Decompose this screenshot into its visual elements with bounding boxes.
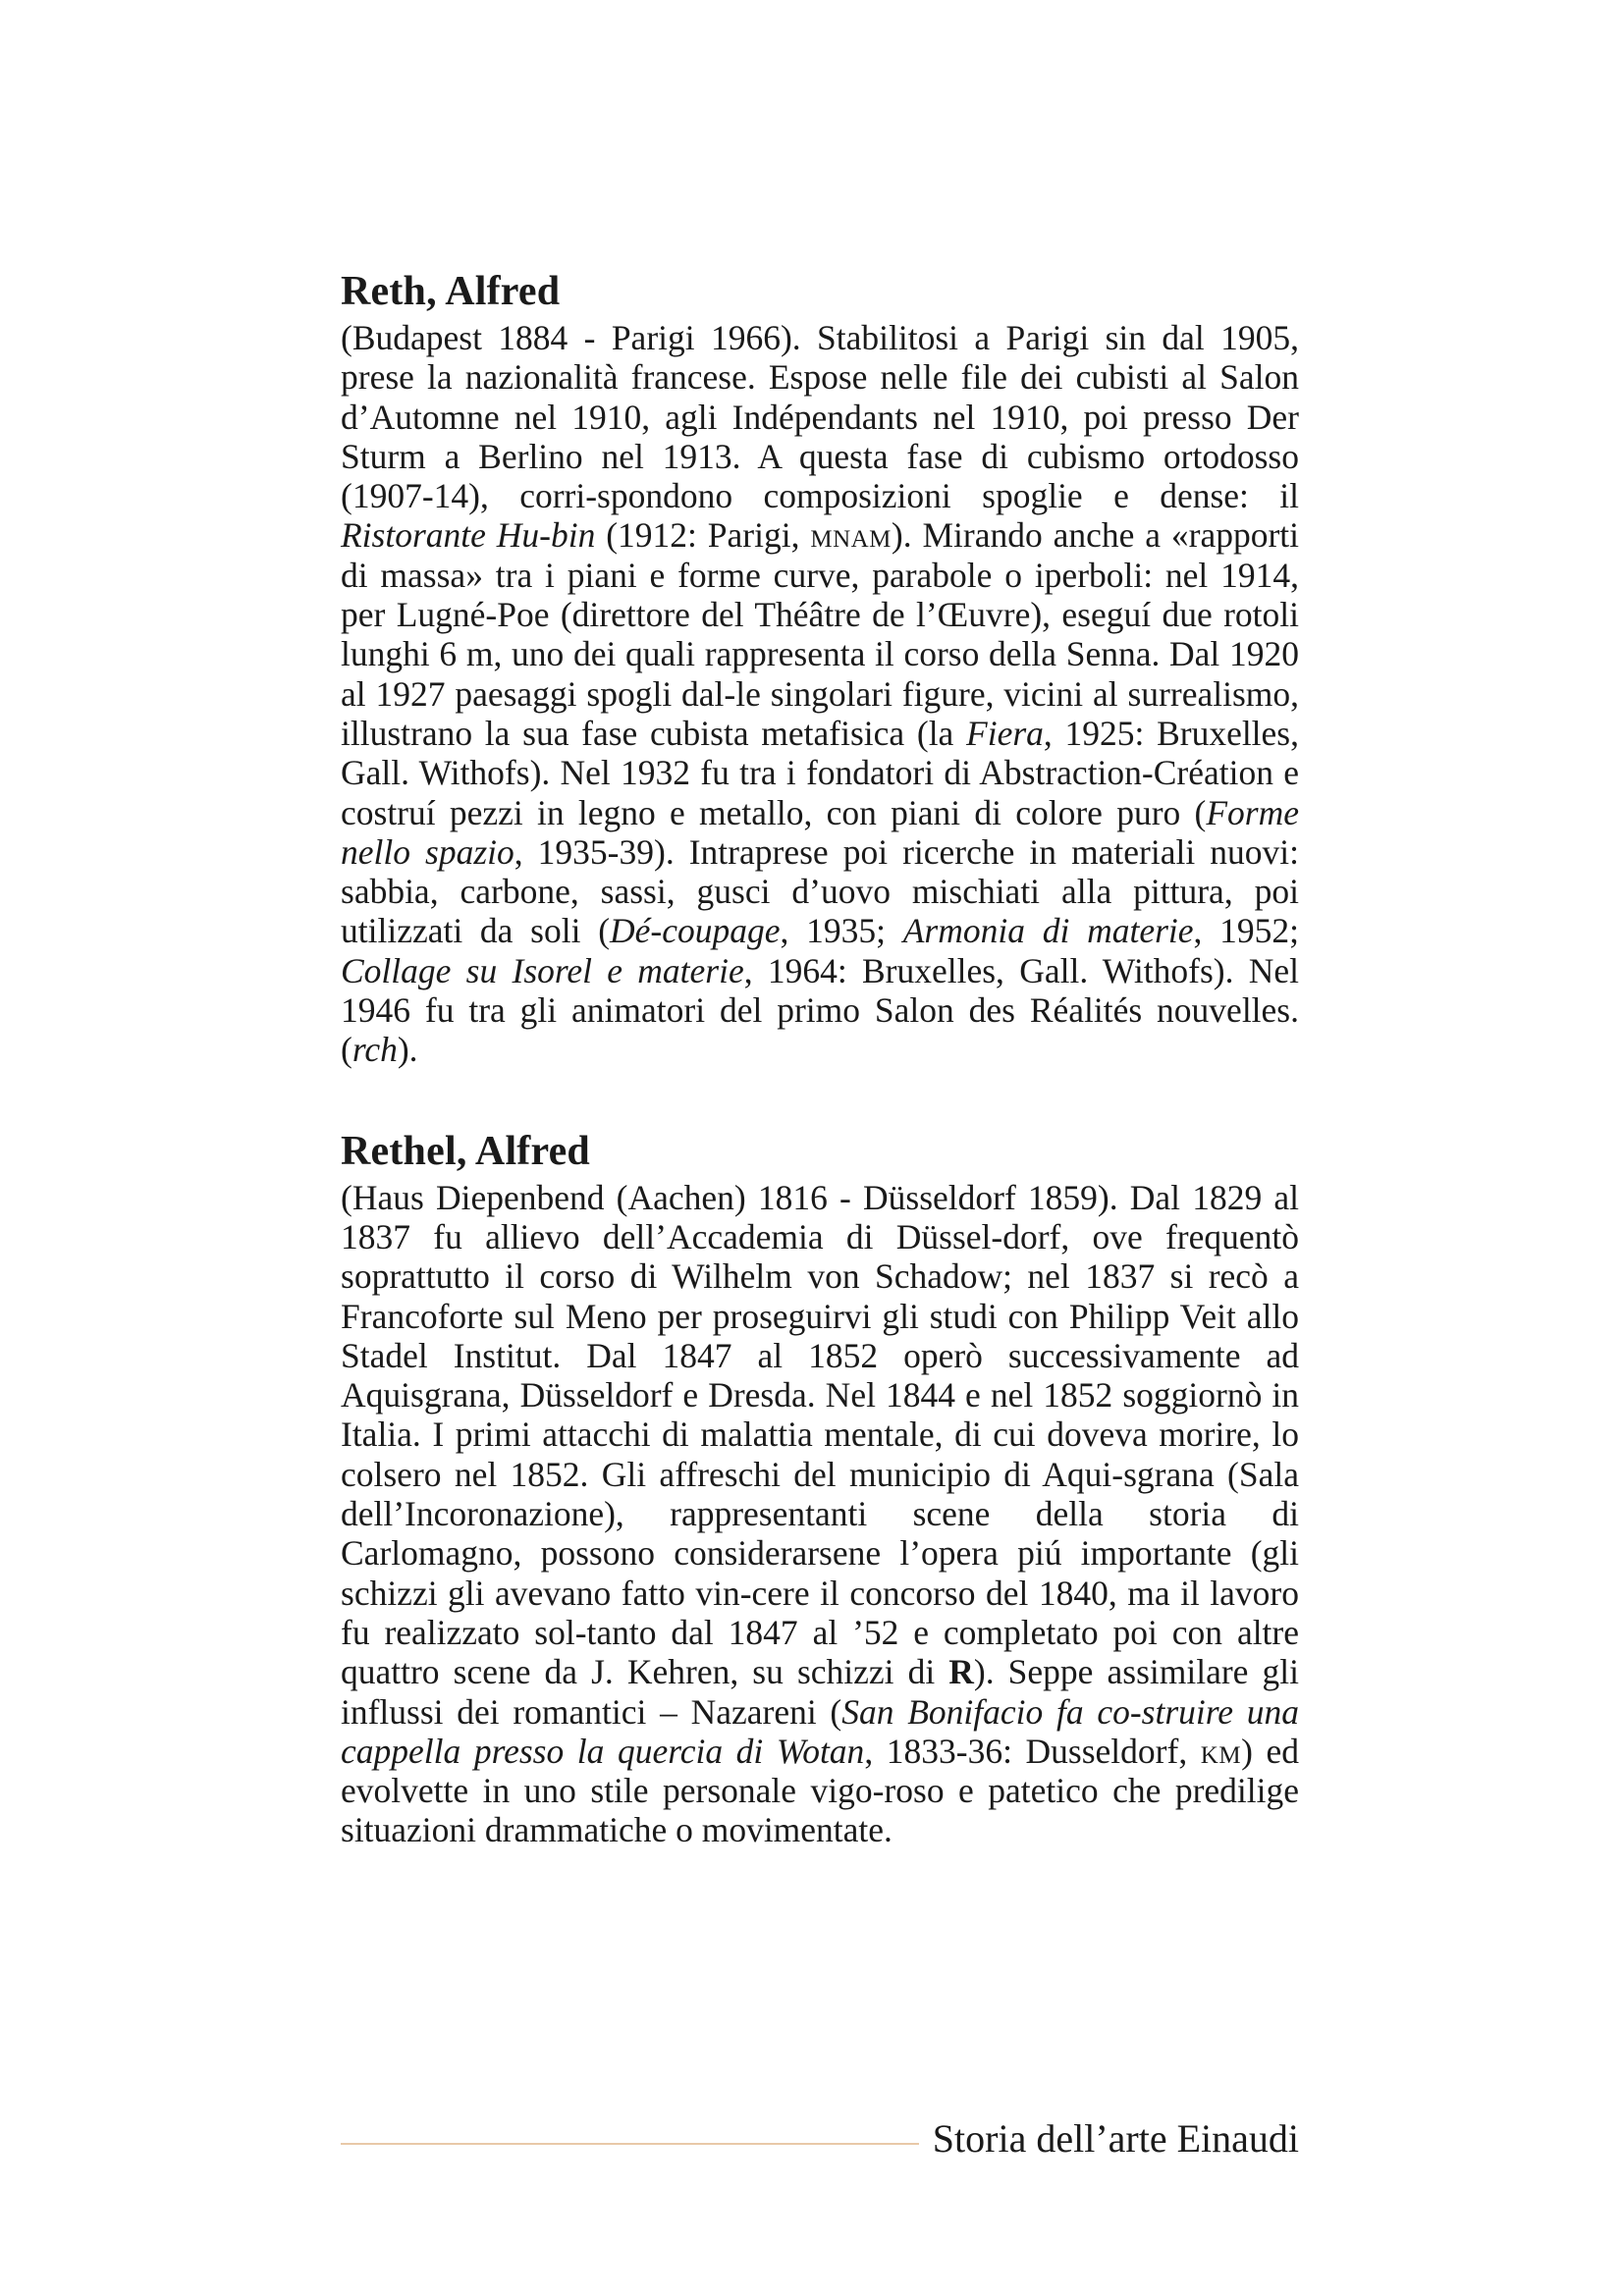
entry-title: Reth, Alfred xyxy=(341,269,561,314)
text-segment: , 1935; xyxy=(780,911,903,951)
text-segment: mnam xyxy=(810,515,892,556)
text-segment: , 1925: Bruxelles, Gall. Withofs). Nel 1932 fu tra i fondatori di Abstraction-Création e costruí pezzi in legno e metallo, con piani di colore puro ( xyxy=(341,713,1299,832)
text-segment: ). Seppe assimilare gli influssi dei romantici – Nazareni ( xyxy=(341,1652,1299,1732)
text-segment: ). Mirando anche a «rapporti di massa» tra i piani e forme curve, parabole o iperboli: nel 1914, per Lugné-Poe (direttore del Théâtre de l’Œuvre), eseguí due rotoli lunghi 6 m, uno dei quali rappresenta il corso della Senna. Dal 1920 al 1927 paesaggi spogli dal-le singolari figure, vicini al surrealismo, illustrano la sua fase cubista metafisica (la xyxy=(341,515,1300,753)
text-segment: Fiera xyxy=(966,713,1044,753)
text-segment: Armonia di materie xyxy=(902,911,1194,951)
entry-reth xyxy=(341,267,1299,1070)
text-segment: (Budapest 1884 - Parigi 1966). Stabilitosi a Parigi sin dal 1905, prese la nazionalità francese. Espose nelle file dei cubisti al Salon d’Automne nel 1910, agli Indépendants nel 1910, poi presso Der Sturm a Berlino nel 1913. A questa fase di cubismo ortodosso (1907-14), corri-spondono composizioni spoglie e dense: il xyxy=(341,318,1299,516)
text-segment: Forme nello spazio xyxy=(341,792,1299,872)
footer-rule xyxy=(341,2143,919,2145)
text-segment: ) ed evolvette in uno stile personale vigo-roso e patetico che predilige situazioni drammatiche o movimentate. xyxy=(341,1731,1299,1850)
text-segment: , 1833-36: Dusseldorf, xyxy=(864,1731,1201,1771)
text-segment: , 1964: Bruxelles, Gall. Withofs). Nel 1946 fu tra gli animatori del primo Salon des Réalités nouvelles. ( xyxy=(341,950,1299,1070)
text-segment: (1912: Parigi, xyxy=(595,515,811,556)
text-segment: (Haus Diepenbend (Aachen) 1816 - Düsseldorf 1859). Dal 1829 al 1837 fu allievo dell’Accademia di Düssel-dorf, ove frequentò soprattutto il corso di Wilhelm von Schadow; nel 1837 si recò a Francoforte sul Meno per proseguirvi gli studi con Philipp Veit allo Stadel Institut. Dal 1847 al 1852 operò successivamente ad Aquisgrana, Düsseldorf e Dresda. Nel 1844 e nel 1852 soggiornò in Italia. I primi attacchi di malattia mentale, di cui doveva morire, lo colsero nel 1852. Gli affreschi del municipio di Aqui-sgrana (Sala dell’Incoronazione), rappresentanti scene della storia di Carlomagno, possono considerarsene l’opera piú importante (gli schizzi gli avevano fatto vin-cere il concorso del 1840, ma il lavoro fu realizzato sol-tanto dal 1847 al ’52 e completato poi con altre quattro scene da J. Kehren, su schizzi di xyxy=(341,1177,1299,1692)
entry-title: Rethel, Alfred xyxy=(341,1128,590,1174)
entry-body xyxy=(341,1178,1299,1850)
text-segment: rch xyxy=(352,1030,398,1070)
entry-paragraph xyxy=(341,318,1299,1070)
text-segment: , 1935-39). Intraprese poi ricerche in materiali nuovi: sabbia, carbone, sassi, gusci d’uovo mischiati alla pittura, poi utilizzati da soli ( xyxy=(341,831,1299,951)
text-segment: km xyxy=(1200,1731,1242,1771)
entry-rethel xyxy=(341,1127,1299,1850)
page-content xyxy=(341,267,1299,1850)
text-segment: Collage su Isorel e materie xyxy=(341,950,744,990)
text-segment: R xyxy=(948,1652,974,1692)
entry-body xyxy=(341,318,1299,1070)
footer-title: Storia dell’arte Einaudi xyxy=(932,2116,1299,2161)
text-segment: San Bonifacio fa co-struire una cappella presso la quercia di Wotan xyxy=(341,1691,1299,1771)
text-segment: ). xyxy=(397,1030,418,1070)
page-footer xyxy=(341,2114,1299,2163)
text-segment: Dé-coupage xyxy=(610,911,781,951)
text-segment: , 1952; xyxy=(1193,911,1299,951)
text-segment: Ristorante Hu-bin xyxy=(341,515,596,556)
entry-paragraph xyxy=(341,1178,1299,1850)
